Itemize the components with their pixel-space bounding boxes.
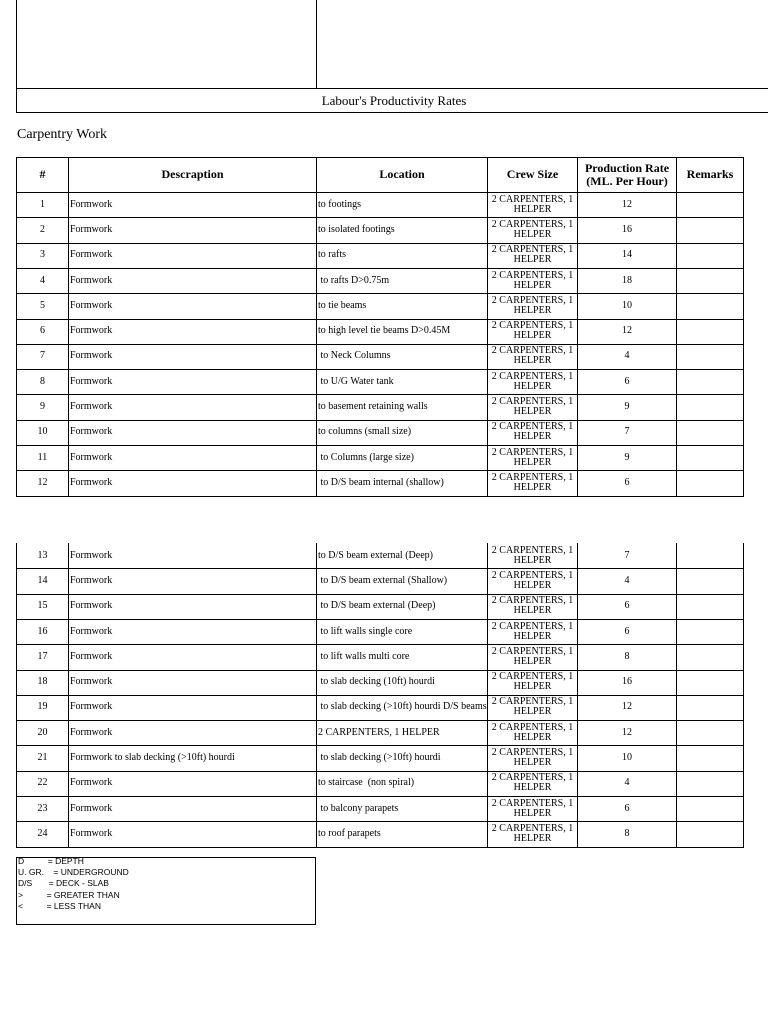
row-production-rate: 4 xyxy=(624,574,630,586)
crew-line-1: 2 CARPENTERS, 1 xyxy=(491,370,574,382)
row-remarks xyxy=(677,344,743,369)
crew-line-1: 2 CARPENTERS, 1 xyxy=(491,544,574,556)
row-crew-size xyxy=(488,344,577,369)
row-production-rate: 9 xyxy=(624,451,630,463)
crew-line-1: 2 CARPENTERS, 1 xyxy=(491,772,574,784)
row-crew-size xyxy=(488,771,577,796)
row-crew-size xyxy=(488,796,577,821)
row-remarks xyxy=(677,192,743,217)
row-production-rate: 6 xyxy=(624,802,630,814)
row-number: 18 xyxy=(37,676,48,688)
table2-col-border-1 xyxy=(68,543,69,848)
table1-col-border-0 xyxy=(16,157,17,497)
row-number: 20 xyxy=(37,726,48,738)
row-remarks xyxy=(677,319,743,344)
row-location: to Neck Columns xyxy=(318,350,391,362)
row-description: Formwork xyxy=(70,325,113,337)
row-remarks xyxy=(677,695,743,720)
row-remarks xyxy=(677,369,743,394)
top-box-bottom-border xyxy=(16,88,768,89)
legend-line: > = GREATER THAN xyxy=(18,889,120,900)
row-location: to D/S beam external (Deep) xyxy=(318,600,436,612)
row-crew-size xyxy=(488,594,577,619)
row-description: Formwork xyxy=(70,426,113,438)
crew-line-2: HELPER xyxy=(513,456,552,468)
row-production-rate: 7 xyxy=(624,549,630,561)
row-location: to roof parapets xyxy=(318,827,381,839)
row-crew-size xyxy=(488,268,577,293)
row-location: 2 CARPENTERS, 1 HELPER xyxy=(318,726,440,738)
row-production-rate: 10 xyxy=(622,752,632,764)
row-remarks xyxy=(677,619,743,644)
row-remarks xyxy=(677,745,743,770)
table2-col-border-4 xyxy=(577,543,578,848)
row-location: to D/S beam internal (shallow) xyxy=(318,476,444,488)
row-remarks xyxy=(677,796,743,821)
crew-line-2: HELPER xyxy=(513,279,552,291)
row-description: Formwork xyxy=(70,476,113,488)
row-number: 21 xyxy=(37,752,48,764)
row-description: Formwork xyxy=(70,701,113,713)
row-location: to footings xyxy=(318,198,362,210)
table1-col-border-2 xyxy=(316,157,317,497)
crew-line-1: 2 CARPENTERS, 1 xyxy=(491,569,574,581)
crew-line-1: 2 CARPENTERS, 1 xyxy=(491,294,574,306)
row-description: Formwork xyxy=(70,827,113,839)
row-number: 4 xyxy=(40,274,45,286)
row-location: to tie beams xyxy=(318,299,367,311)
production-rate-line-2: (ML. Per Hour) xyxy=(586,173,668,188)
crew-line-1: 2 CARPENTERS, 1 xyxy=(491,446,574,458)
row-description: Formwork xyxy=(70,802,113,814)
row-number: 12 xyxy=(37,476,48,488)
table2-col-border-5 xyxy=(676,543,677,848)
row-description: Formwork xyxy=(70,198,113,210)
row-description: Formwork to slab decking (>10ft) hourdi xyxy=(70,752,235,764)
crew-line-2: HELPER xyxy=(513,355,552,367)
row-number: 9 xyxy=(40,401,45,413)
crew-line-1: 2 CARPENTERS, 1 xyxy=(491,218,574,230)
row-crew-size xyxy=(488,445,577,470)
crew-line-1: 2 CARPENTERS, 1 xyxy=(491,671,574,683)
row-production-rate: 4 xyxy=(624,350,630,362)
row-description: Formwork xyxy=(70,401,113,413)
crew-line-1: 2 CARPENTERS, 1 xyxy=(491,471,574,483)
row-location: to slab decking (10ft) hourdi xyxy=(318,676,435,688)
row-description: Formwork xyxy=(70,299,113,311)
row-location: to rafts D>0.75m xyxy=(318,274,390,286)
row-description: Formwork xyxy=(70,625,113,637)
row-remarks xyxy=(677,293,743,318)
row-location: to lift walls single core xyxy=(318,625,413,637)
row-remarks xyxy=(677,594,743,619)
row-crew-size xyxy=(488,394,577,419)
row-production-rate: 9 xyxy=(624,401,630,413)
table2-col-border-6 xyxy=(743,543,744,848)
row-production-rate: 6 xyxy=(624,375,630,387)
row-production-rate: 6 xyxy=(624,476,630,488)
crew-line-1: 2 CARPENTERS, 1 xyxy=(491,244,574,256)
row-description: Formwork xyxy=(70,777,113,789)
row-location: to D/S beam external (Deep) xyxy=(318,549,433,561)
row-location: to U/G Water tank xyxy=(318,375,394,387)
row-description: Formwork xyxy=(70,549,113,561)
table2-col-border-0 xyxy=(16,543,17,848)
row-crew-size xyxy=(488,420,577,445)
row-description: Formwork xyxy=(70,600,113,612)
row-production-rate: 7 xyxy=(624,426,630,438)
row-description: Formwork xyxy=(70,574,113,586)
row-number: 11 xyxy=(37,451,48,463)
crew-line-2: HELPER xyxy=(513,254,552,266)
row-description: Formwork xyxy=(70,375,113,387)
table2-col-border-2 xyxy=(316,543,317,848)
row-number: 6 xyxy=(40,325,45,337)
row-crew-size xyxy=(488,192,577,217)
row-production-rate: 8 xyxy=(624,650,630,662)
page-title: Labour's Productivity Rates xyxy=(321,93,467,108)
crew-line-1: 2 CARPENTERS, 1 xyxy=(491,645,574,657)
row-number: 7 xyxy=(40,350,45,362)
crew-line-2: HELPER xyxy=(513,203,552,215)
crew-line-2: HELPER xyxy=(513,731,552,743)
row-remarks xyxy=(677,644,743,669)
row-remarks xyxy=(677,771,743,796)
row-production-rate: 6 xyxy=(624,600,630,612)
crew-line-1: 2 CARPENTERS, 1 xyxy=(491,696,574,708)
row-number: 19 xyxy=(37,701,48,713)
row-description: Formwork xyxy=(70,676,113,688)
crew-line-2: HELPER xyxy=(513,757,552,769)
crew-line-2: HELPER xyxy=(513,832,552,844)
row-number: 24 xyxy=(37,827,48,839)
row-crew-size xyxy=(488,720,577,745)
row-remarks xyxy=(677,543,743,568)
row-production-rate: 6 xyxy=(624,625,630,637)
crew-line-1: 2 CARPENTERS, 1 xyxy=(491,269,574,281)
row-number: 1 xyxy=(40,198,45,210)
row-crew-size xyxy=(488,369,577,394)
row-production-rate: 18 xyxy=(622,274,632,286)
row-location: to slab decking (>10ft) hourdi xyxy=(318,752,441,764)
row-description: Formwork xyxy=(70,249,113,261)
row-border xyxy=(16,496,744,497)
crew-line-1: 2 CARPENTERS, 1 xyxy=(491,797,574,809)
row-location: to staircase (non spiral) xyxy=(318,777,415,789)
row-crew-size xyxy=(488,821,577,846)
crew-line-1: 2 CARPENTERS, 1 xyxy=(491,721,574,733)
row-remarks xyxy=(677,470,743,495)
crew-line-2: HELPER xyxy=(513,330,552,342)
row-remarks xyxy=(677,821,743,846)
row-crew-size xyxy=(488,619,577,644)
row-number: 15 xyxy=(37,600,48,612)
row-number: 23 xyxy=(37,802,48,814)
crew-line-2: HELPER xyxy=(513,579,552,591)
crew-line-2: HELPER xyxy=(513,380,552,392)
row-number: 22 xyxy=(37,777,48,789)
legend-line: U. GR. = UNDERGROUND xyxy=(18,867,129,878)
crew-line-1: 2 CARPENTERS, 1 xyxy=(491,396,574,408)
row-number: 8 xyxy=(40,375,45,387)
production-rate-line-1: Production Rate xyxy=(584,160,670,175)
row-crew-size xyxy=(488,644,577,669)
row-location: to rafts xyxy=(318,249,347,261)
row-production-rate: 14 xyxy=(622,249,632,261)
crew-line-2: HELPER xyxy=(513,304,552,316)
row-crew-size xyxy=(488,695,577,720)
row-production-rate: 12 xyxy=(622,325,632,337)
crew-line-2: HELPER xyxy=(513,681,552,693)
row-remarks xyxy=(677,420,743,445)
row-remarks xyxy=(677,217,743,242)
crew-line-2: HELPER xyxy=(513,554,552,566)
col-header-location: Location xyxy=(379,167,425,181)
col-header-crew-size: Crew Size xyxy=(506,167,559,181)
col-header-production-rate xyxy=(578,157,676,192)
crew-line-1: 2 CARPENTERS, 1 xyxy=(491,421,574,433)
row-location: to balcony parapets xyxy=(318,802,399,814)
row-number: 2 xyxy=(40,223,45,235)
row-number: 16 xyxy=(37,625,48,637)
table1-col-border-1 xyxy=(68,157,69,497)
crew-line-1: 2 CARPENTERS, 1 xyxy=(491,822,574,834)
row-number: 5 xyxy=(40,299,45,311)
crew-line-1: 2 CARPENTERS, 1 xyxy=(491,595,574,607)
crew-line-2: HELPER xyxy=(513,655,552,667)
row-description: Formwork xyxy=(70,451,113,463)
row-remarks xyxy=(677,720,743,745)
row-production-rate: 10 xyxy=(622,299,632,311)
row-location: to Columns (large size) xyxy=(318,451,414,463)
crew-line-1: 2 CARPENTERS, 1 xyxy=(491,193,574,205)
row-number: 13 xyxy=(37,549,48,561)
legend-line: D = DEPTH xyxy=(18,856,84,866)
row-crew-size xyxy=(488,543,577,568)
row-description: Formwork xyxy=(70,274,113,286)
col-header-remarks: Remarks xyxy=(686,167,734,181)
row-production-rate: 8 xyxy=(624,827,630,839)
col-header-description: Descraption xyxy=(161,167,224,181)
crew-line-1: 2 CARPENTERS, 1 xyxy=(491,747,574,759)
row-remarks xyxy=(677,445,743,470)
row-remarks xyxy=(677,670,743,695)
top-box-left-border xyxy=(16,0,17,88)
row-border xyxy=(16,847,744,848)
top-box-mid-border xyxy=(316,0,317,88)
crew-line-2: HELPER xyxy=(513,605,552,617)
crew-line-1: 2 CARPENTERS, 1 xyxy=(491,320,574,332)
section-title: Carpentry Work xyxy=(17,127,107,142)
row-description: Formwork xyxy=(70,350,113,362)
row-number: 10 xyxy=(37,426,48,438)
row-production-rate: 16 xyxy=(622,676,632,688)
row-remarks xyxy=(677,268,743,293)
title-bottom-border xyxy=(16,112,768,113)
row-production-rate: 16 xyxy=(622,223,632,235)
crew-line-2: HELPER xyxy=(513,481,552,493)
row-crew-size xyxy=(488,319,577,344)
row-crew-size xyxy=(488,470,577,495)
row-number: 17 xyxy=(37,650,48,662)
crew-line-2: HELPER xyxy=(513,782,552,794)
row-crew-size xyxy=(488,745,577,770)
table1-col-border-3 xyxy=(487,157,488,497)
row-location: to D/S beam external (Shallow) xyxy=(318,574,448,586)
crew-line-2: HELPER xyxy=(513,406,552,418)
row-remarks xyxy=(677,243,743,268)
row-crew-size xyxy=(488,217,577,242)
crew-line-2: HELPER xyxy=(513,630,552,642)
row-production-rate: 12 xyxy=(622,701,632,713)
crew-line-2: HELPER xyxy=(513,706,552,718)
legend-line: D/S = DECK - SLAB xyxy=(18,878,109,889)
crew-line-2: HELPER xyxy=(513,807,552,819)
crew-line-1: 2 CARPENTERS, 1 xyxy=(491,620,574,632)
col-header-number: # xyxy=(39,167,46,181)
row-remarks xyxy=(677,394,743,419)
row-crew-size xyxy=(488,293,577,318)
table1-col-border-4 xyxy=(577,157,578,497)
row-location: to lift walls multi core xyxy=(318,650,410,662)
row-production-rate: 12 xyxy=(622,726,632,738)
table1-col-border-6 xyxy=(743,157,744,497)
table2-col-border-3 xyxy=(487,543,488,848)
row-number: 3 xyxy=(40,249,45,261)
row-location: to columns (small size) xyxy=(318,426,412,438)
row-location: to isolated footings xyxy=(318,223,395,235)
row-crew-size xyxy=(488,670,577,695)
crew-line-2: HELPER xyxy=(513,228,552,240)
row-description: Formwork xyxy=(70,223,113,235)
row-production-rate: 12 xyxy=(622,198,632,210)
row-crew-size xyxy=(488,568,577,593)
row-crew-size xyxy=(488,243,577,268)
row-location: to basement retaining walls xyxy=(318,401,428,413)
crew-line-1: 2 CARPENTERS, 1 xyxy=(491,345,574,357)
row-number: 14 xyxy=(37,574,48,586)
crew-line-2: HELPER xyxy=(513,431,552,443)
row-production-rate: 4 xyxy=(624,777,630,789)
row-location: to slab decking (>10ft) hourdi D/S beams xyxy=(318,701,487,713)
row-location: to high level tie beams D>0.45M xyxy=(318,325,451,337)
row-description: Formwork xyxy=(70,726,113,738)
row-remarks xyxy=(677,568,743,593)
table1-col-border-5 xyxy=(676,157,677,497)
row-description: Formwork xyxy=(70,650,113,662)
legend-line: < = LESS THAN xyxy=(18,900,101,911)
